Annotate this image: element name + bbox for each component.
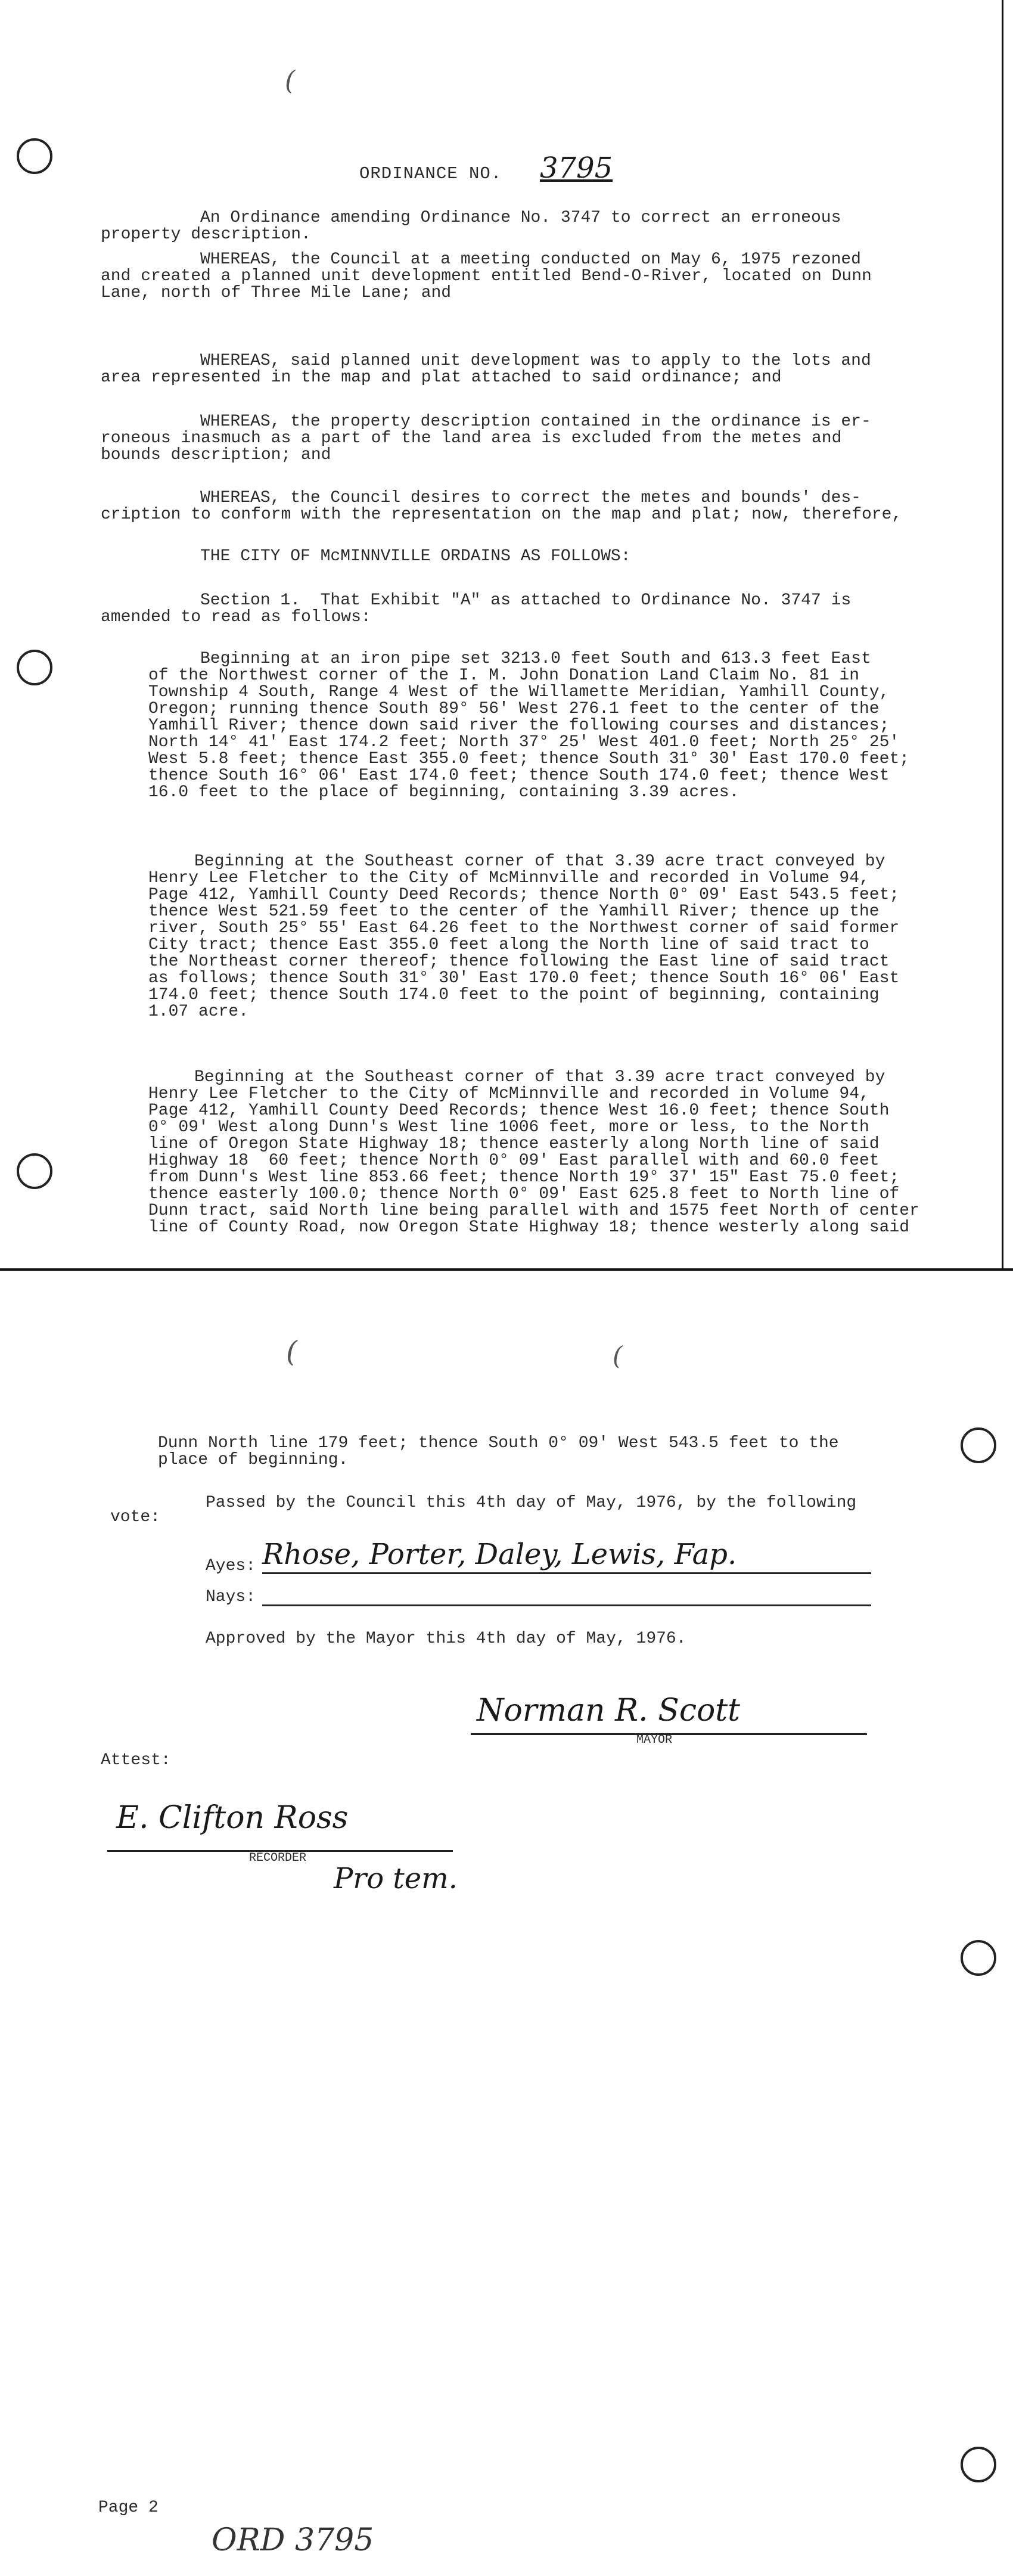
text-line: and created a planned unit development entitled Bend-O-River, located on Dunn [101, 267, 872, 285]
text-line: Beginning at the Southeast corner of that 3.39 acre tract conveyed by [194, 1068, 885, 1087]
punch-hole-icon [961, 1940, 996, 1976]
stray-mark: ( [286, 1335, 297, 1368]
text-line: City tract; thence East 355.0 feet along the North line of said tract to [148, 936, 869, 954]
text-line: WHEREAS, the Council at a meeting conducted on May 6, 1975 rezoned [200, 250, 861, 269]
text-line: amended to read as follows: [101, 608, 371, 626]
text-line: Beginning at an iron pipe set 3213.0 feet South and 613.3 feet East [200, 650, 871, 668]
punch-hole-icon [961, 1427, 996, 1463]
text-line: THE CITY OF McMINNVILLE ORDAINS AS FOLLOWS: [200, 547, 631, 566]
text-line: of the Northwest corner of the I. M. John Donation Land Claim No. 81 in [148, 666, 859, 685]
text-line: thence easterly 100.0; thence North 0° 09' East 625.8 feet to North line of [148, 1185, 900, 1203]
punch-hole-icon [17, 138, 52, 174]
handwritten-file-number: ORD 3795 [212, 2522, 374, 2558]
punch-hole-icon [17, 650, 52, 685]
text-line: WHEREAS, the property description contained in the ordinance is er- [200, 412, 871, 431]
attest-label: Attest: [101, 1751, 171, 1770]
text-line: line of County Road, now Oregon State Highway 18; thence westerly along said [148, 1218, 910, 1237]
stray-mark: ( [613, 1341, 623, 1370]
text-line: Approved by the Mayor this 4th day of May, 1976. [206, 1630, 686, 1648]
recorder-signature: E. Clifton Ross [116, 1800, 349, 1836]
stray-mark: ( [285, 66, 296, 96]
text-line: the Northeast corner thereof; thence following the East line of said tract [148, 952, 890, 971]
recorder-pro-tem-note: Pro tem. [334, 1862, 458, 1895]
ordinance-number: 3795 [540, 151, 613, 185]
text-line: 174.0 feet; thence South 174.0 feet to the point of beginning, containing [148, 986, 880, 1004]
text-line: Beginning at the Southeast corner of that 3.39 acre tract conveyed by [194, 852, 885, 871]
punch-hole-icon [17, 1153, 52, 1189]
text-line: thence West 521.59 feet to the center of the Yamhill River; thence up the [148, 902, 880, 921]
nays-line [262, 1604, 871, 1606]
text-line: property description. [101, 225, 311, 244]
text-line: as follows; thence South 31° 30' East 170.0 feet; thence South 16° 06' East [148, 969, 900, 988]
text-line: Passed by the Council this 4th day of May, 1976, by the following [206, 1494, 857, 1512]
text-line: thence South 16° 06' East 174.0 feet; thence South 174.0 feet; thence West [148, 766, 890, 785]
ordinance-title: ORDINANCE NO. [359, 164, 502, 184]
text-line: Henry Lee Fletcher to the City of McMinnville and recorded in Volume 94, [148, 869, 869, 887]
text-line: 16.0 feet to the place of beginning, containing 3.39 acres. [148, 783, 739, 802]
text-line: Lane, north of Three Mile Lane; and [101, 284, 452, 302]
page-number: Page 2 [98, 2499, 159, 2517]
ayes-label: Ayes: [206, 1557, 256, 1575]
text-line: Township 4 South, Range 4 West of the Willamette Meridian, Yamhill County, [148, 683, 890, 702]
text-line: from Dunn's West line 853.66 feet; thence North 19° 37' 15" East 75.0 feet; [148, 1168, 900, 1187]
text-line: An Ordinance amending Ordinance No. 3747 to correct an erroneous [200, 209, 841, 227]
text-line: Section 1. That Exhibit "A" as attached to Ordinance No. 3747 is [200, 591, 852, 610]
ayes-line [262, 1572, 871, 1574]
text-line: river, South 25° 55' East 64.26 feet to the Northwest corner of said former [148, 919, 900, 938]
mayor-signature: Norman R. Scott [477, 1693, 741, 1728]
nays-label: Nays: [206, 1588, 256, 1606]
text-line: Yamhill River; thence down said river the following courses and distances; [148, 716, 890, 735]
text-line: place of beginning. [158, 1451, 349, 1469]
text-line: WHEREAS, the Council desires to correct the metes and bounds' des- [200, 489, 861, 507]
page-divider [0, 1268, 1013, 1271]
text-line: Page 412, Yamhill County Deed Records; thence West 16.0 feet; thence South [148, 1101, 890, 1120]
text-line: Page 412, Yamhill County Deed Records; thence North 0° 09' East 543.5 feet; [148, 886, 900, 904]
text-line: bounds description; and [101, 446, 331, 464]
punch-hole-icon [961, 2447, 996, 2482]
page-edge [1002, 0, 1003, 1268]
text-line: roneous inasmuch as a part of the land area is excluded from the metes and [101, 429, 842, 448]
text-line: cription to conform with the representation on the map and plat; now, therefore, [101, 505, 902, 524]
text-line: West 5.8 feet; thence East 355.0 feet; thence South 31° 30' East 170.0 feet; [148, 750, 910, 768]
text-line: vote: [110, 1508, 161, 1526]
ayes-signatures: Rhose, Porter, Daley, Lewis, Fap. [262, 1538, 737, 1571]
text-line: Dunn tract, said North line being parallel with and 1575 feet North of center [148, 1202, 919, 1220]
text-line: 1.07 acre. [148, 1003, 249, 1021]
text-line: 0° 09' West along Dunn's West line 1006 feet, more or less, to the North [148, 1118, 869, 1137]
text-line: North 14° 41' East 174.2 feet; North 37° 25' West 401.0 feet; North 25° 25' [148, 733, 900, 752]
text-line: WHEREAS, said planned unit development was to apply to the lots and [200, 352, 871, 370]
text-line: Highway 18 60 feet; thence North 0° 09' East parallel with and 60.0 feet [148, 1152, 880, 1170]
mayor-label: MAYOR [636, 1733, 673, 1747]
text-line: area represented in the map and plat attached to said ordinance; and [101, 368, 782, 387]
text-line: Oregon; running thence South 89° 56' West 276.1 feet to the center of the [148, 700, 880, 718]
recorder-label: RECORDER [249, 1851, 307, 1865]
text-line: Dunn North line 179 feet; thence South 0° 09' West 543.5 feet to the [158, 1434, 839, 1453]
text-line: Henry Lee Fletcher to the City of McMinnville and recorded in Volume 94, [148, 1085, 869, 1103]
text-line: line of Oregon State Highway 18; thence easterly along North line of said [148, 1135, 880, 1153]
